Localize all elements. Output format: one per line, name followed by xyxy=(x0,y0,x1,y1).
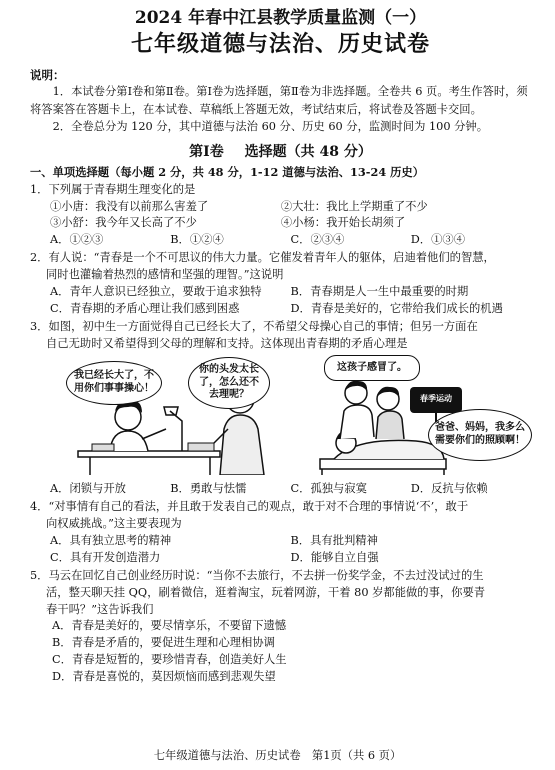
question-2-stem: 2．有人说：“青春是一个不可思议的伟大力量。它催发着青年人的躯体，启迪着他们的智慧， xyxy=(30,251,495,265)
q3-option-a[interactable]: A．闭锁与开放 xyxy=(50,481,126,495)
q5-option-a[interactable]: A．青春是美好的，要尽情享乐，不要留下遗憾 xyxy=(52,619,287,633)
question-4-options-row2 xyxy=(30,550,531,567)
question-3 xyxy=(30,319,531,353)
q2-option-c[interactable]: C．青春期的矛盾心理让我们感到困惑 xyxy=(50,302,240,316)
statement-2: ②大壮：我比上学期重了不少 xyxy=(280,199,428,213)
question-2-options-row1 xyxy=(30,284,531,301)
question-2 xyxy=(30,250,531,284)
q3-option-d[interactable]: D．反抗与依赖 xyxy=(410,481,488,495)
q4-option-d[interactable]: D．能够自立自强 xyxy=(290,550,379,564)
section-title xyxy=(30,142,531,162)
question-1-stem: 1．下列属于青春期生理变化的是 xyxy=(30,182,196,196)
question-2-stem-cont: 同时也灌输着热烈的感情和坚强的理智。”这说明 xyxy=(46,268,284,282)
statement-4: ④小杨：我开始长胡须了 xyxy=(280,216,406,230)
cartoon-sick-child-sign: 春季运动 xyxy=(420,392,452,403)
question-1-statements-row1 xyxy=(30,199,531,216)
q2-option-b[interactable]: B．青春期是人一生中最重要的时期 xyxy=(290,285,469,299)
q1-option-a[interactable]: A．①②③ xyxy=(50,233,104,247)
cartoon-haircut xyxy=(70,359,282,475)
cartoon-sick-child-bubble-parent: 这孩子感冒了。 xyxy=(324,355,420,381)
exam-title-line2: 七年级道德与法治、历史试卷 xyxy=(130,31,430,58)
q1-option-d[interactable]: D．①③④ xyxy=(410,233,465,247)
q4-option-a[interactable]: A．具有独立思考的精神 xyxy=(50,533,172,547)
cartoon-sick-child-bubble-child: 爸爸、妈妈，我多么需要你们的照顾啊！ xyxy=(428,409,532,461)
q1-option-b[interactable]: B．①②④ xyxy=(170,233,224,247)
cartoon-haircut-bubble-mother: 你的头发太长了，怎么还不去理呢？ xyxy=(188,357,270,409)
instruction-2: 2．全卷总分为 120 分，其中道德与法治 60 分、历史 60 分，监测时间为 100 分钟。 xyxy=(52,120,488,134)
q4-option-b[interactable]: B．具有批判精神 xyxy=(290,533,378,547)
question-5-stem-cont2: 春干吗？”这告诉我们 xyxy=(46,602,154,616)
question-1 xyxy=(30,182,531,199)
section-subtitle: 一、单项选择题（每小题 2 分，共 48 分，1-12 道德与法治、13-24 历史） xyxy=(30,165,425,180)
instructions-label: 说明： xyxy=(30,67,65,82)
question-5-stem-cont: 活，整天聊天挂 QQ，刷着微信，逛着淘宝，玩着网游，干着 80 岁都能做的事，你要青 xyxy=(46,585,486,599)
section-name: 选择题（共 48 分） xyxy=(244,143,372,160)
q5-option-d[interactable]: D．青春是喜悦的，莫因烦恼而感到悲观失望 xyxy=(52,670,276,684)
q3-option-b[interactable]: B．勇敢与怯懦 xyxy=(170,481,247,495)
question-5-stem: 5．马云在回忆自己创业经历时说：“当你不去旅行，不去拼一份奖学金，不去过没试过的生 xyxy=(30,568,484,582)
question-2-options-row2 xyxy=(30,301,531,318)
q3-option-c[interactable]: C．孤独与寂寞 xyxy=(290,481,367,495)
instruction-1: 1．本试卷分第Ⅰ卷和第Ⅱ卷。第Ⅰ卷为选择题，第Ⅱ卷为非选择题。全卷共 6 页。考生作答时，须将答案答在答题卡上，在本试卷、草稿纸上答题无效，考试结束后，将试卷及答题卡交回。 xyxy=(30,85,528,116)
exam-title-line1: 2024 年春中江县教学质量监测（一） xyxy=(134,8,427,28)
question-1-options xyxy=(30,232,531,249)
question-4-options-row1 xyxy=(30,533,531,550)
question-5-options xyxy=(30,618,531,686)
question-1-statements-row2 xyxy=(30,215,531,232)
q5-option-c[interactable]: C．青春是短暂的，要珍惜青春，创造美好人生 xyxy=(52,653,287,667)
question-3-stem-cont: 自己无助时又希望得到父母的理解和支持。这体现出青春期的矛盾心理是 xyxy=(46,337,408,351)
question-3-stem: 3．如图，初中生一方面觉得自己已经长大了，不希望父母操心自己的事情；但另一方面在 xyxy=(30,320,478,334)
cartoon-haircut-bubble-child: 我已经长大了，不用你们事事操心！ xyxy=(66,361,162,405)
question-3-cartoons xyxy=(30,359,531,477)
cartoon-sick-child xyxy=(316,359,530,475)
question-4-stem-cont: 向权威挑战。”这主要表现为 xyxy=(46,516,182,530)
q2-option-d[interactable]: D．青春是美好的，它带给我们成长的机遇 xyxy=(290,302,503,316)
question-4 xyxy=(30,499,531,533)
statement-1: ①小唐：我没有以前那么害羞了 xyxy=(50,199,209,213)
q2-option-a[interactable]: A．青年人意识已经独立，要敢于追求独特 xyxy=(50,285,262,299)
question-3-options xyxy=(30,481,531,498)
question-5 xyxy=(30,568,531,619)
q4-option-c[interactable]: C．具有开发创造潜力 xyxy=(50,550,161,564)
statement-3: ③小舒：我今年又长高了不少 xyxy=(50,216,197,230)
question-4-stem: 4．“对事情有自己的看法，并且敢于发表自己的观点，敢于对不合理的事情说‘不’，敢于 xyxy=(30,499,469,513)
q5-option-b[interactable]: B．青春是矛盾的，要促进生理和心理相协调 xyxy=(52,636,275,650)
page-footer: 七年级道德与法治、历史试卷 第1页（共 6 页） xyxy=(153,749,402,762)
section-part: 第Ⅰ卷 xyxy=(189,143,224,160)
q1-option-c[interactable]: C．②③④ xyxy=(290,233,345,247)
